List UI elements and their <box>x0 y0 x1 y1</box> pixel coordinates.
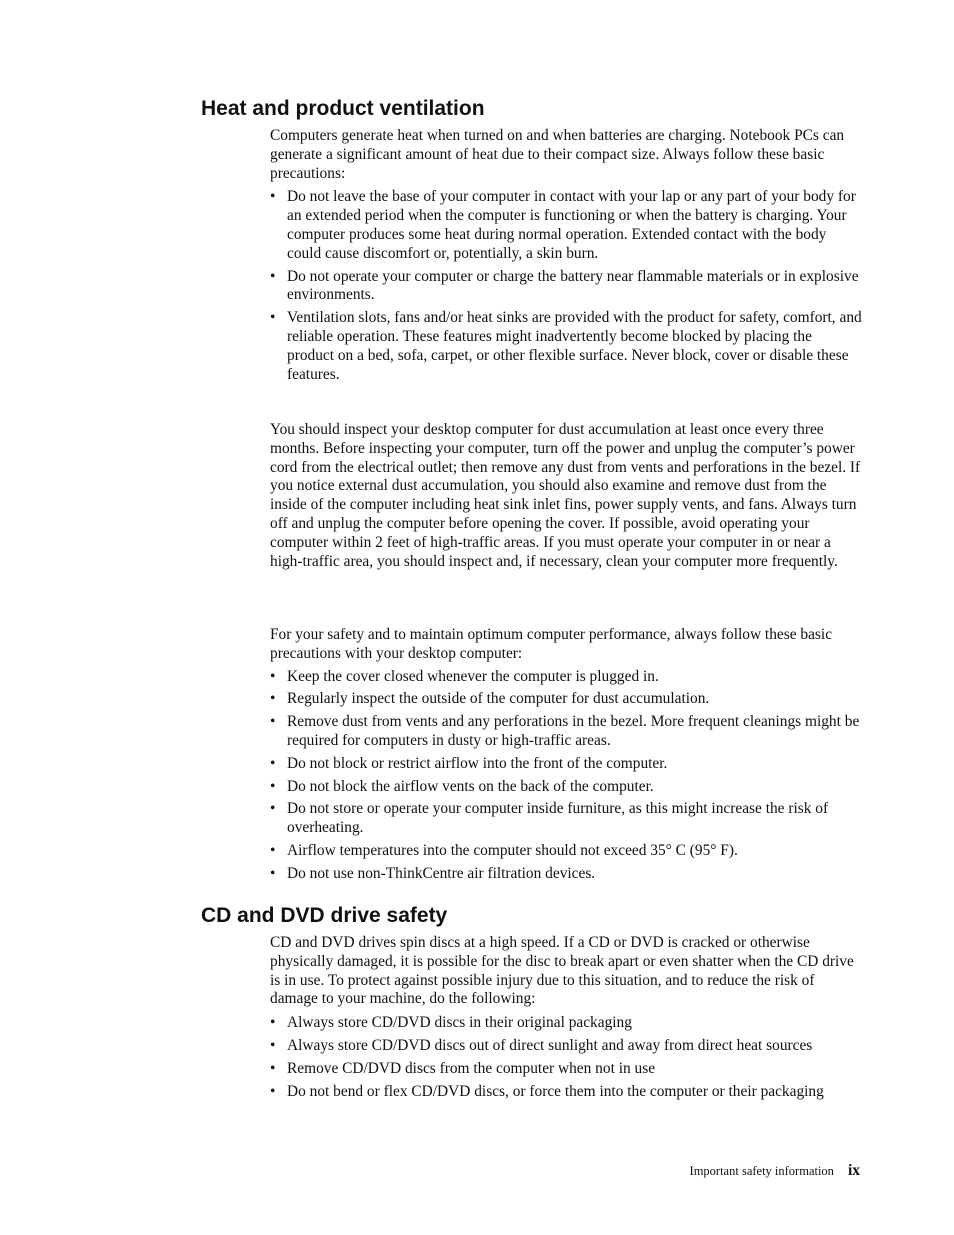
list-item: • Do not store or operate your computer inside furniture, as this might increase the risk of overheating. <box>270 800 862 838</box>
section-heading-cd-dvd-safety: CD and DVD drive safety <box>201 904 448 927</box>
cd-dvd-block <box>270 934 862 1101</box>
desktop-precautions-block <box>270 626 862 884</box>
list-item: • Always store CD/DVD discs in their original packaging <box>270 1014 862 1033</box>
desktop-precautions-list <box>270 668 862 884</box>
list-item: • Ventilation slots, fans and/or heat sinks are provided with the product for safety, comfort, and reliable operation. These features might inadvertently become blocked by placing the product on a bed, sofa, carpet, or other flexible surface. Never block, cover or disable these features. <box>270 309 862 384</box>
list-item: • Do not block or restrict airflow into the front of the computer. <box>270 755 862 774</box>
heat-intro-paragraph: Computers generate heat when turned on and when batteries are charging. Notebook PCs can generate a significant amount of heat due to their compact size. Always follow these basic precautions: <box>270 127 845 182</box>
desktop-precautions-paragraph: For your safety and to maintain optimum computer performance, always follow these basic precautions with your desktop computer: <box>270 626 833 662</box>
heat-precautions-list <box>270 188 862 384</box>
page-number: ix <box>847 1162 860 1179</box>
list-item: • Regularly inspect the outside of the computer for dust accumulation. <box>270 690 862 709</box>
list-item: • Keep the cover closed whenever the computer is plugged in. <box>270 668 862 687</box>
list-item: • Remove dust from vents and any perforations in the bezel. More frequent cleanings might be required for computers in dusty or high-traffic areas. <box>270 713 862 751</box>
footer-section-title: Important safety information <box>689 1164 834 1178</box>
list-item: • Airflow temperatures into the computer should not exceed 35° C (95° F). <box>270 842 862 861</box>
list-item: • Do not block the airflow vents on the back of the computer. <box>270 778 862 797</box>
list-item: • Do not use non-ThinkCentre air filtration devices. <box>270 865 862 884</box>
heat-intro-block <box>270 127 862 384</box>
cd-dvd-precautions-list <box>270 1014 862 1101</box>
list-item: • Do not operate your computer or charge the battery near flammable materials or in explosive environments. <box>270 268 862 306</box>
list-item: • Always store CD/DVD discs out of direct sunlight and away from direct heat sources <box>270 1037 862 1056</box>
list-item: • Do not bend or flex CD/DVD discs, or force them into the computer or their packaging <box>270 1083 862 1102</box>
dust-inspection-block <box>270 421 862 571</box>
list-item: • Do not leave the base of your computer in contact with your lap or any part of your body for an extended period when the computer is functioning or when the battery is charging. Your computer produces some heat during normal operation. Extended contact with the body could cause discomfort or, potentially, a skin burn. <box>270 188 862 263</box>
list-item: • Remove CD/DVD discs from the computer when not in use <box>270 1060 862 1079</box>
cd-dvd-intro-paragraph: CD and DVD drives spin discs at a high speed. If a CD or DVD is cracked or otherwise physically damaged, it is possible for the disc to break apart or even shatter when the CD drive is in use. To protect against possible injury due to this situation, and to reduce the risk of damage to your machine, do the following: <box>270 934 854 1008</box>
page-footer <box>690 1162 860 1180</box>
dust-inspection-paragraph: You should inspect your desktop computer for dust accumulation at least once every three months. Before inspecting your computer, turn off the power and unplug the computer’s power cord from the electrical outlet; then remove any dust from vents and perforations in the bezel. If you notice external dust accumulation, you should also examine and remove dust from the inside of the computer including heat sink inlet fins, power supply vents, and fans. Always turn off and unplug the computer before opening the cover. If possible, avoid operating your computer within 2 feet of high-traffic areas. If you must operate your computer in or near a high-traffic area, you should inspect and, if necessary, clean your computer more frequently. <box>270 421 861 570</box>
section-heading-heat-ventilation: Heat and product ventilation <box>201 97 485 120</box>
